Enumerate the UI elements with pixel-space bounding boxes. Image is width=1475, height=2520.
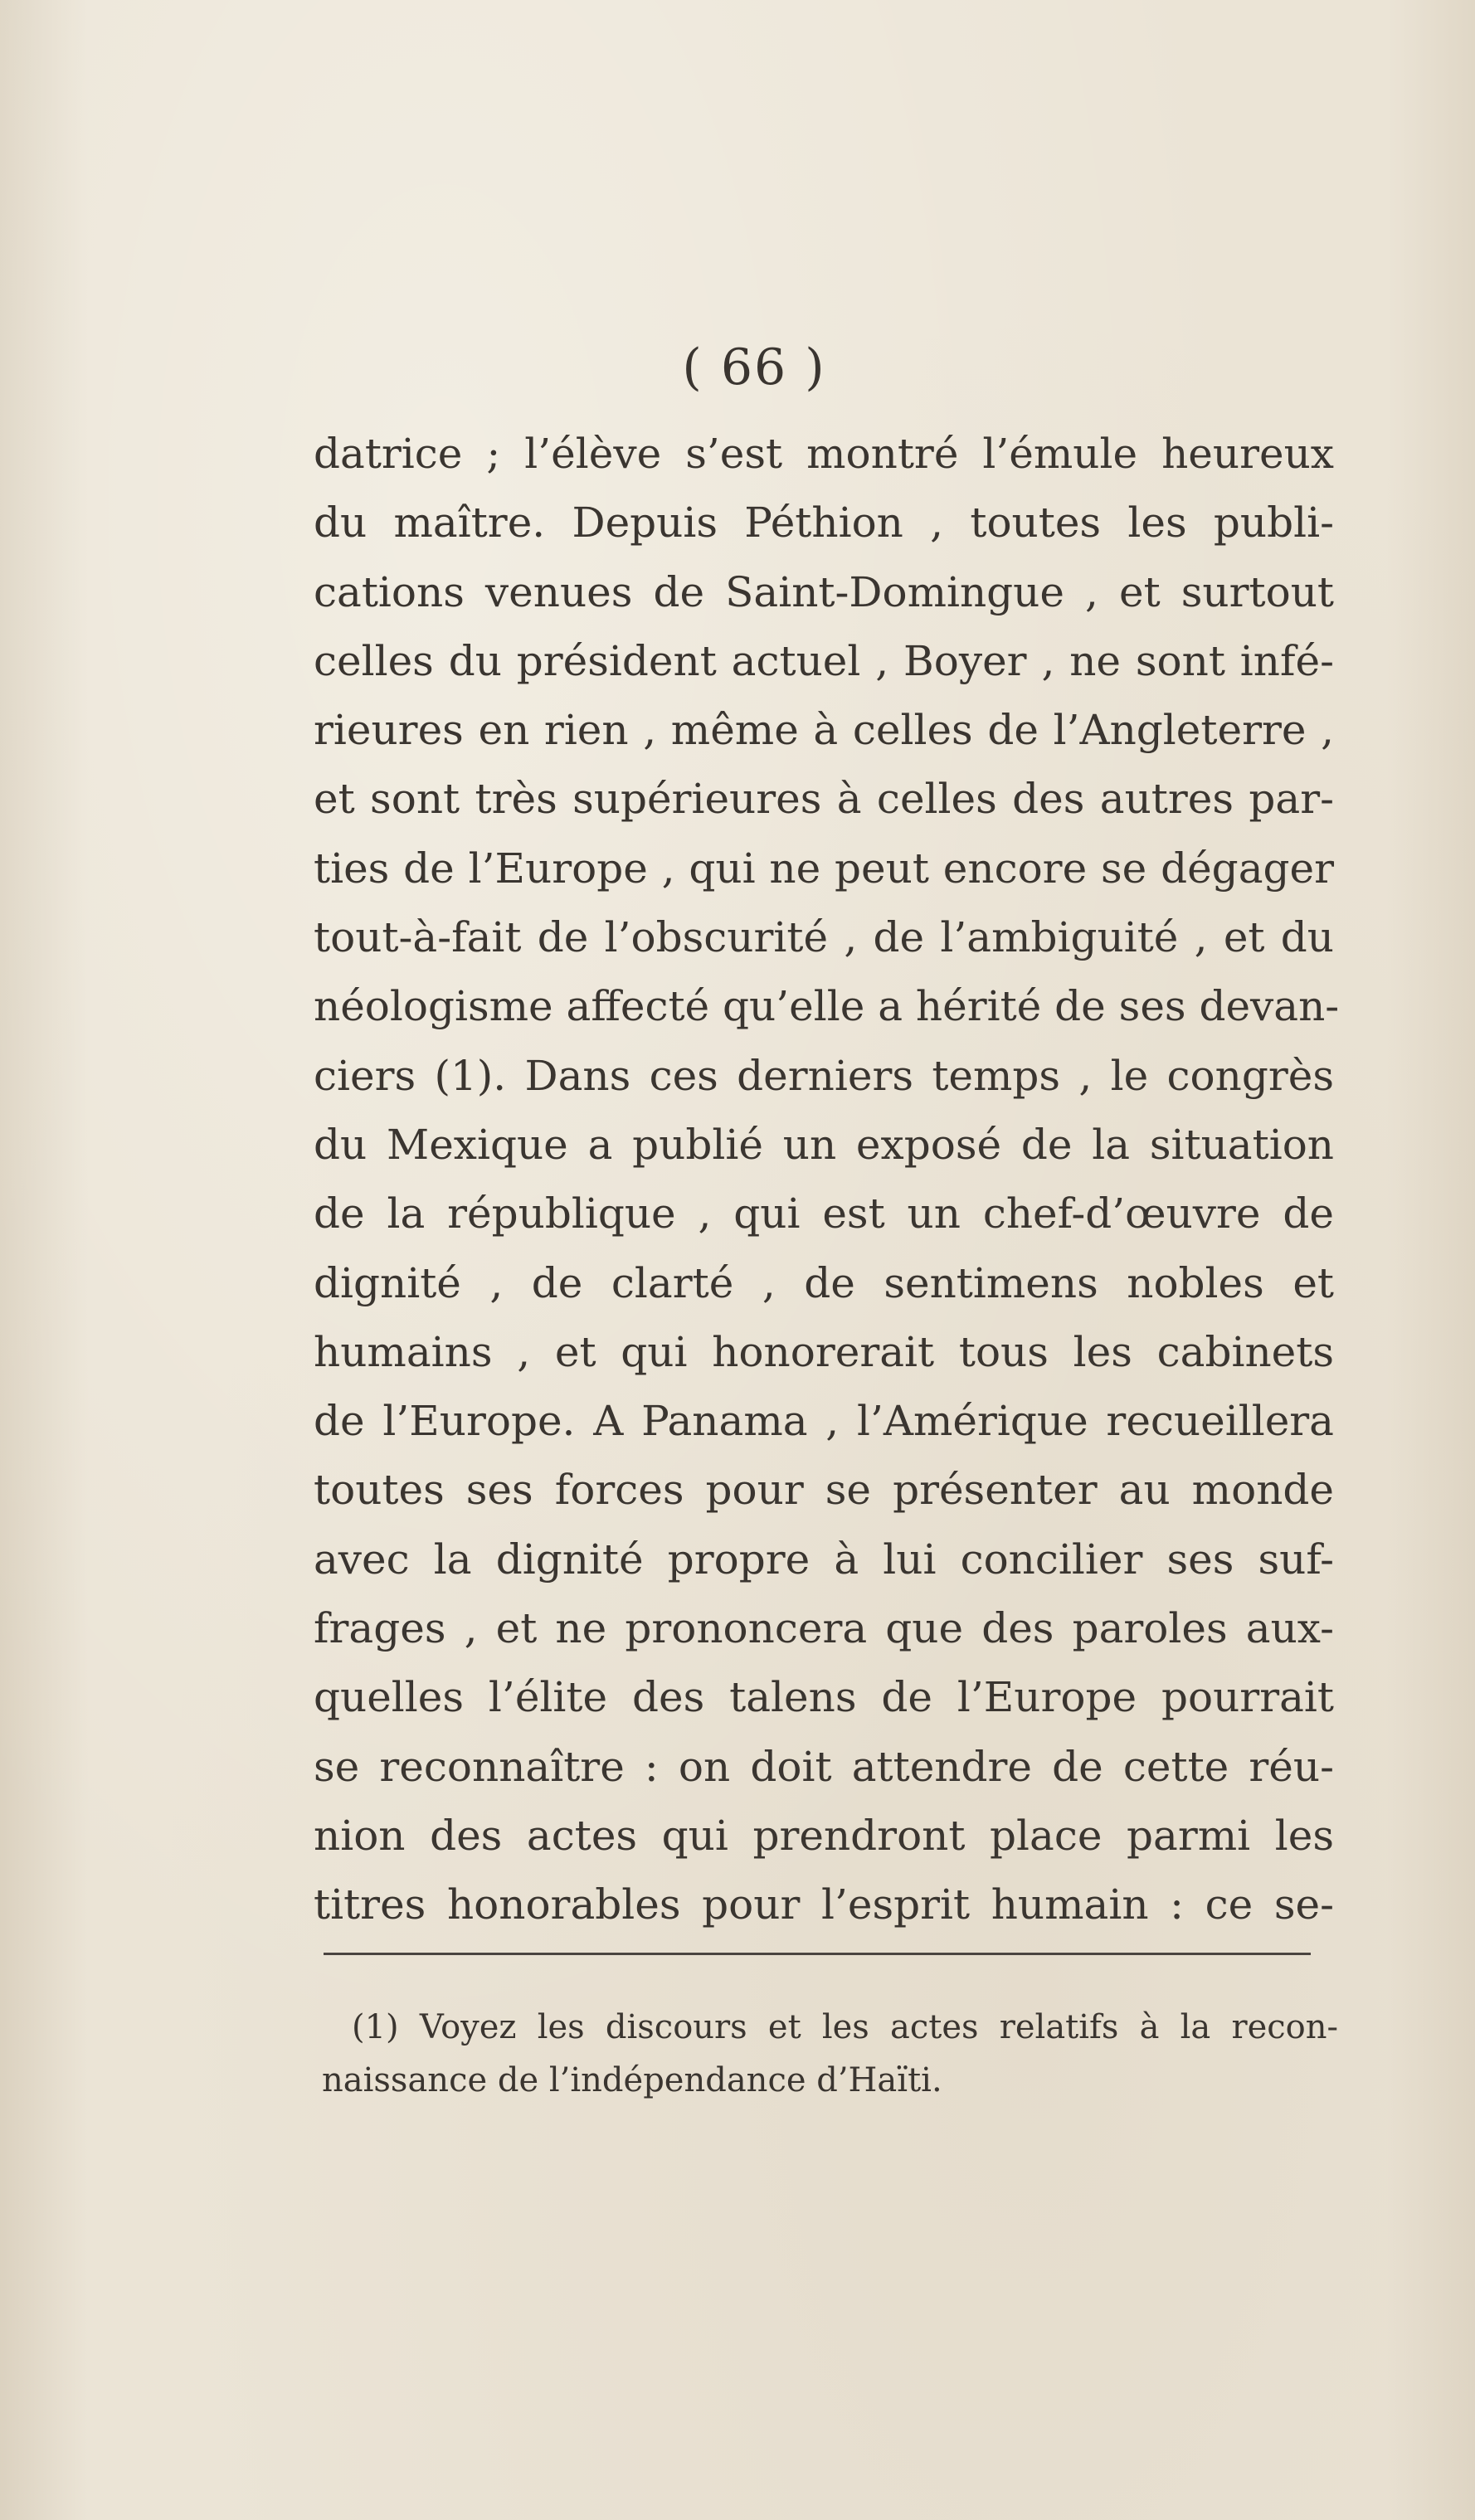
footnote — [322, 2001, 1338, 2107]
text-line: humains , et qui honorerait tous les cabinets — [314, 1327, 1334, 1376]
text-line: de la république , qui est un chef-d’œuvre de — [314, 1189, 1334, 1238]
text-line: rieures en rien , même à celles de l’Angleterre , — [314, 706, 1334, 755]
text-line: titres honorables pour l’esprit humain : ce se- — [314, 1880, 1334, 1929]
text-line: tout-à-fait de l’obscurité , de l’ambiguité , et du — [314, 913, 1334, 962]
page-number: ( 66 ) — [682, 338, 826, 396]
text-line: datrice ; l’élève s’est montré l’émule heureux — [314, 430, 1334, 478]
footnote-line: naissance de l’indépendance d’Haïti. — [322, 2061, 942, 2099]
text-line: ciers (1). Dans ces derniers temps , le congrès — [314, 1051, 1334, 1100]
footnote-divider — [324, 1953, 1311, 1955]
text-line: frages , et ne prononcera que des paroles aux- — [314, 1604, 1334, 1653]
text-line: ties de l’Europe , qui ne peut encore se dégager — [314, 844, 1334, 893]
text-line: de l’Europe. A Panama , l’Amérique recueillera — [314, 1397, 1334, 1446]
text-line: quelles l’élite des talens de l’Europe pourrait — [314, 1673, 1334, 1722]
footnote-line: (1) Voyez les discours et les actes relatifs à la recon- — [352, 2008, 1338, 2046]
text-line: cations venues de Saint-Domingue , et surtout — [314, 567, 1334, 616]
text-line: du maître. Depuis Péthion , toutes les publi- — [314, 499, 1334, 547]
text-line: dignité , de clarté , de sentimens nobles et — [314, 1258, 1334, 1307]
text-line: se reconnaître : on doit attendre de cette réu- — [314, 1742, 1334, 1791]
text-line: celles du président actuel , Boyer , ne sont infé- — [314, 636, 1334, 685]
text-line: néologisme affecté qu’elle a hérité de ses devan- — [314, 982, 1340, 1031]
text-line: avec la dignité propre à lui concilier ses suf- — [314, 1535, 1334, 1584]
text-line: nion des actes qui prendront place parmi les — [314, 1811, 1334, 1860]
body-text — [314, 420, 1340, 1940]
text-line: du Mexique a publié un exposé de la situation — [314, 1120, 1334, 1169]
text-line: toutes ses forces pour se présenter au monde — [314, 1466, 1334, 1515]
text-line: et sont très supérieures à celles des autres par- — [314, 775, 1334, 824]
